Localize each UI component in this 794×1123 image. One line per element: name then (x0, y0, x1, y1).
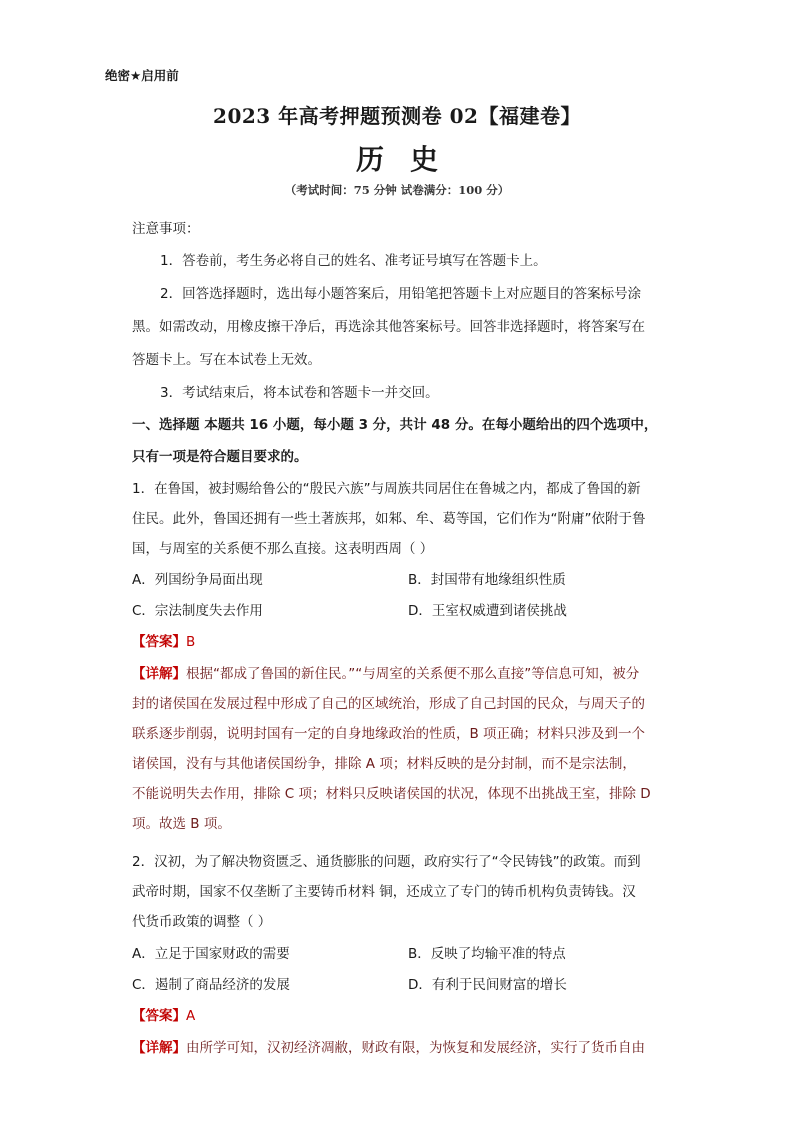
q2-stem-line-3: 代货币政策的调整（ ） (132, 914, 272, 930)
q1-answer-label: 【答案】 (132, 634, 186, 650)
q1-option-d: D．王室权威遭到诸侯挑战 (408, 603, 567, 619)
q2-detail-line-1 (132, 1036, 662, 1056)
q1-detail-line-4: 诸侯国，没有与其他诸侯国纷争，排除 A 项；材料反映的是分封制，而不是宗法制， (132, 756, 636, 772)
q1-detail-label: 【详解】 (132, 666, 186, 682)
q2-option-b: B．反映了均输平准的特点 (408, 946, 566, 962)
exam-title: 2023 年高考押题预测卷 02【福建卷】 (213, 104, 581, 128)
note-3: 3．考试结束后，将本试卷和答题卡一并交回。 (160, 385, 439, 401)
note-2-line-2: 黑。如需改动，用橡皮擦干净后，再选涂其他答案标号。回答非选择题时，将答案写在 (132, 319, 645, 335)
q2-stem-line-2: 武帝时期，国家不仅垄断了主要铸币材料 铜，还成立了专门的铸币机构负责铸钱。汉 (132, 884, 636, 900)
q1-option-a: A．列国纷争局面出现 (132, 572, 263, 588)
q1-detail-line-2: 封的诸侯国在发展过程中形成了自己的区域统治，形成了自己封国的民众，与周天子的 (132, 696, 645, 712)
q1-stem-line-1: 1．在鲁国，被封赐给鲁公的“殷民六族”与周族共同居住在鲁城之内，都成了鲁国的新 (132, 481, 641, 497)
q2-detail-text-1: 由所学可知，汉初经济凋敝，财政有限，为恢复和发展经济，实行了货币自由 (186, 1040, 645, 1056)
confidential-mark: 绝密★启用前 (105, 68, 179, 83)
q2-option-d: D．有利于民间财富的增长 (408, 977, 567, 993)
exam-meta: （考试时间：75 分钟 试卷满分：100 分） (284, 183, 510, 197)
q2-option-c: C．遏制了商品经济的发展 (132, 977, 290, 993)
q2-answer-value: A (186, 1008, 196, 1024)
q1-detail-line-1 (132, 662, 662, 682)
note-1: 1．答卷前，考生务必将自己的姓名、准考证号填写在答题卡上。 (160, 253, 547, 269)
q2-detail-label: 【详解】 (132, 1040, 186, 1056)
q1-stem-line-2: 住民。此外，鲁国还拥有一些土著族邦，如邾、牟、葛等国，它们作为“附庸”依附于鲁 (132, 511, 646, 527)
q1-option-b: B．封国带有地缘组织性质 (408, 572, 566, 588)
q1-answer-value: B (186, 634, 196, 650)
section-heading-line-2: 只有一项是符合题目要求的。 (132, 449, 308, 465)
q2-stem-line-1: 2．汉初，为了解决物资匮乏、通货膨胀的问题，政府实行了“令民铸钱”的政策。而到 (132, 854, 641, 870)
section-heading-line-1: 一、选择题 本题共 16 小题，每小题 3 分，共计 48 分。在每小题给出的四个选项中， (132, 417, 658, 433)
notes-heading: 注意事项： (132, 221, 200, 237)
q1-answer (132, 630, 662, 650)
q2-option-a: A．立足于国家财政的需要 (132, 946, 290, 962)
q2-answer (132, 1004, 662, 1024)
q1-option-c: C．宗法制度失去作用 (132, 603, 263, 619)
q1-detail-text-1: 根据“都成了鲁国的新住民。”“与周室的关系便不那么直接”等信息可知，被分 (186, 666, 640, 682)
q1-stem-line-3: 国，与周室的关系便不那么直接。这表明西周（ ） (132, 541, 434, 557)
note-2-line-1: 2．回答选择题时，选出每小题答案后，用铅笔把答题卡上对应题目的答案标号涂 (160, 286, 642, 302)
q1-detail-line-3: 联系逐步削弱，说明封国有一定的自身地缘政治的性质，B 项正确；材料只涉及到一个 (132, 726, 646, 742)
q2-answer-label: 【答案】 (132, 1008, 186, 1024)
note-2-line-3: 答题卡上。写在本试卷上无效。 (132, 352, 321, 368)
q1-detail-line-6: 项。故选 B 项。 (132, 816, 231, 832)
subject-title: 历史 (355, 143, 464, 176)
q1-detail-line-5: 不能说明失去作用，排除 C 项；材料只反映诸侯国的状况，体现不出挑战王室，排除 D (132, 786, 651, 802)
